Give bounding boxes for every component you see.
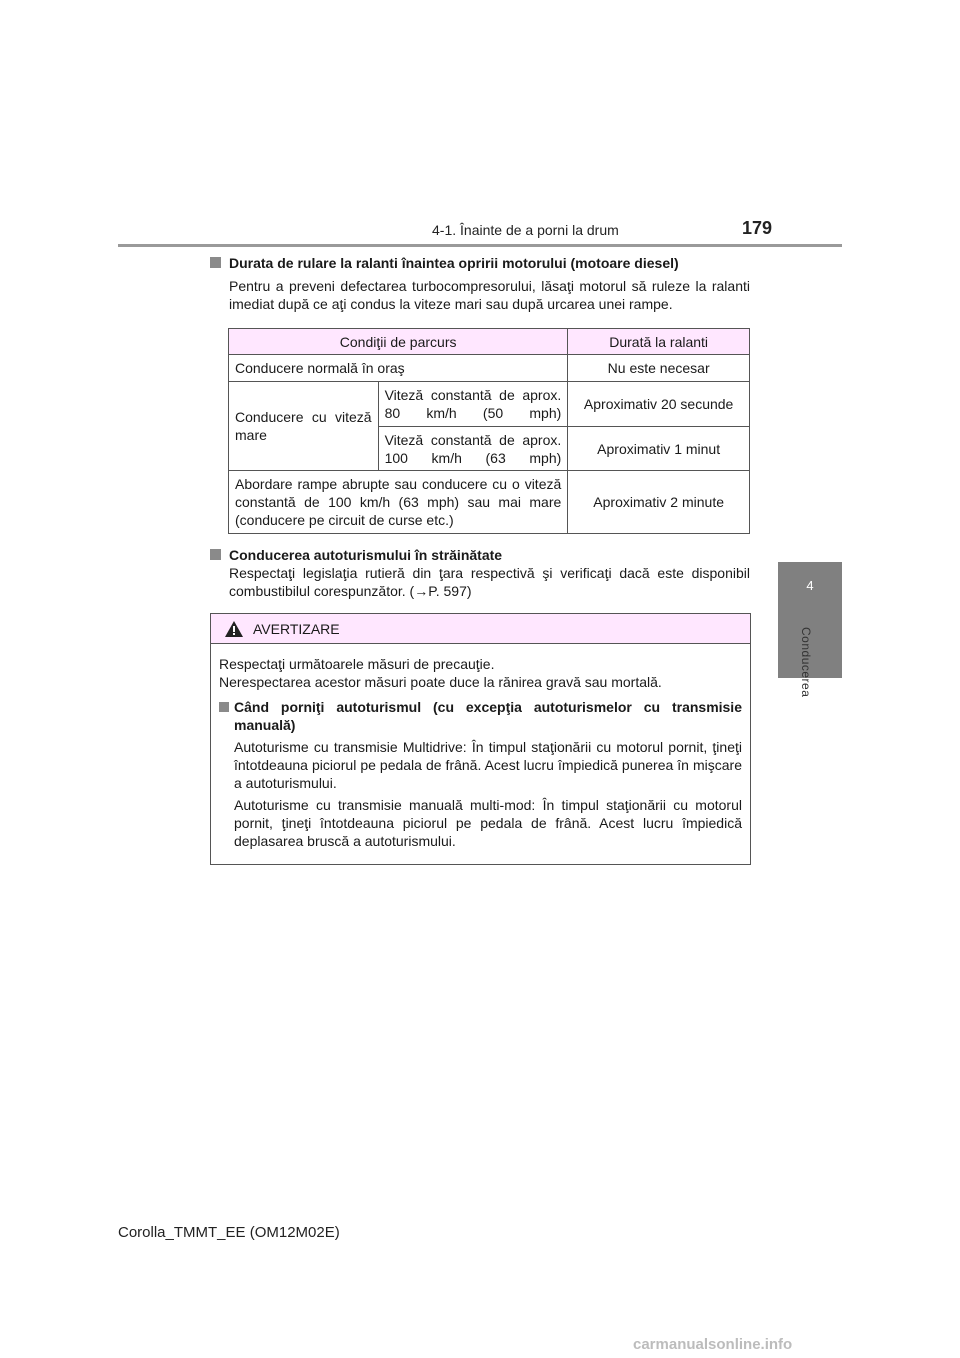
warning-title: AVERTIZARE xyxy=(253,621,340,637)
table-row xyxy=(229,382,750,427)
page-number: 179 xyxy=(742,218,773,238)
warning-body xyxy=(211,644,750,864)
table-cell: Abordare rampe abrupte sau conducere cu o viteză constantă de 100 km/h (63 mph) sau mai mare (conducere pe circuit de curse etc.) xyxy=(229,471,568,534)
warning-item: Autoturisme cu transmisie manuală multi-mod: În timpul staţionării cu motorul pornit, ţineţi întotdeauna piciorul pe pedala de frână. Acest lucru împiedică deplasarea bruscă a autoturismului. xyxy=(234,797,742,849)
table-group-cell: Conducere cu viteză mare xyxy=(229,382,379,471)
section-paragraph: Pentru a preveni defectarea turbocompresorului, lăsaţi motorul să ruleze la ralanti imediat după ce aţi condus la viteze mari sau după urcarea unei rampe. xyxy=(229,278,750,312)
idle-duration-table xyxy=(228,328,750,534)
table-cell: Viteză constantă de aprox. 80 km/h (50 mph) xyxy=(378,382,568,427)
header-divider xyxy=(118,244,842,247)
table-cell: Nu este necesar xyxy=(568,355,750,382)
section-heading xyxy=(210,254,750,272)
chapter-number: 4 xyxy=(806,578,814,593)
table-cell: Viteză constantă de aprox. 100 km/h (63 mph) xyxy=(378,427,568,471)
table-header-cell: Durată la ralanti xyxy=(568,329,750,355)
table-row xyxy=(229,355,750,382)
warning-triangle-icon xyxy=(225,621,243,637)
table-cell: Aproximativ 20 secunde xyxy=(568,382,750,427)
table-row xyxy=(229,471,750,534)
warning-intro: Respectaţi următoarele măsuri de precauţie. xyxy=(219,656,495,672)
document-footer: Corolla_TMMT_EE (OM12M02E) xyxy=(118,1224,340,1241)
square-bullet-icon xyxy=(210,549,221,560)
table-header-cell: Condiţii de parcurs xyxy=(229,329,568,355)
table-header-row xyxy=(229,329,750,355)
warning-item: Autoturisme cu transmisie Multidrive: În timpul staţionării cu motorul pornit, ţineţi întotdeauna piciorul pe pedala de frână. Acest lucru împiedică punerea în mişcare a autoturismului. xyxy=(234,739,742,791)
square-bullet-icon xyxy=(219,702,229,712)
section-paragraph: Respectaţi legislaţia rutieră din ţara respectivă şi verificaţi dacă este disponibil combustibilul corespunzător. (→P. 597) xyxy=(229,565,750,599)
square-bullet-icon xyxy=(210,257,221,268)
table-cell: Aproximativ 2 minute xyxy=(568,471,750,534)
warning-intro: Nerespectarea acestor măsuri poate duce la rănirea gravă sau mortală. xyxy=(219,674,662,690)
table-cell: Aproximativ 1 minut xyxy=(568,427,750,471)
page-content xyxy=(210,254,750,865)
chapter-label: Conducerea xyxy=(799,627,813,698)
watermark: carmanualsonline.info xyxy=(633,1336,793,1353)
warning-heading-text: Când porniţi autoturismul (cu excepţia autoturismelor cu transmisie manuală) xyxy=(234,699,742,733)
section-heading-text: Conducerea autoturismului în străinătate xyxy=(229,547,503,563)
section-header: 4-1. Înainte de a porni la drum xyxy=(432,222,619,238)
table-cell: Conducere normală în oraş xyxy=(229,355,568,382)
section-heading-text: Durata de rulare la ralanti înaintea opririi motorului (motoare diesel) xyxy=(229,255,679,271)
warning-heading xyxy=(219,698,742,734)
warning-header xyxy=(211,614,750,644)
section-heading xyxy=(210,546,750,564)
warning-box xyxy=(210,613,751,865)
